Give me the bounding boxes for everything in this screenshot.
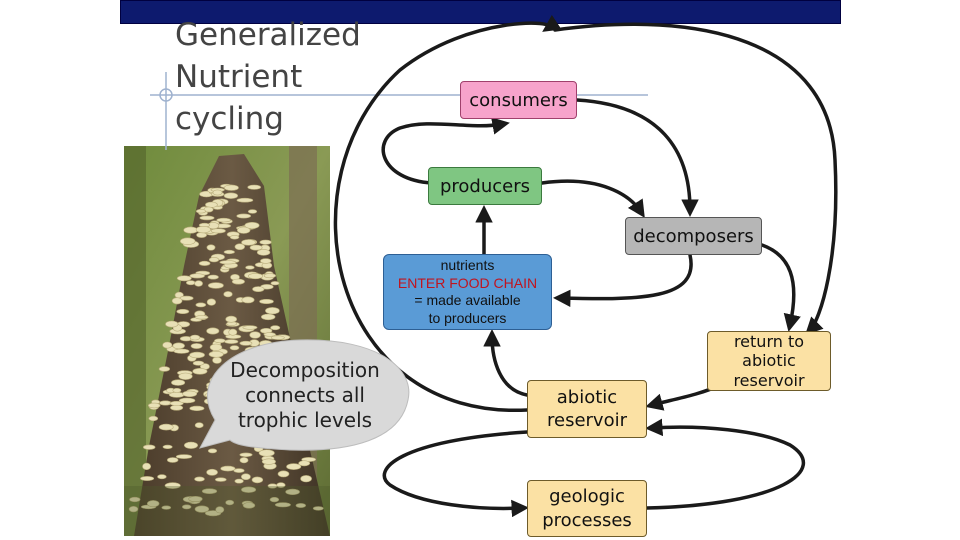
title-line-3: cycling <box>175 101 284 138</box>
decomposers-box: decomposers <box>625 217 762 255</box>
callout-line-3: trophic levels <box>237 407 373 432</box>
title-line-2: Nutrient <box>175 59 303 96</box>
nutrients-box <box>383 254 552 330</box>
decomposition-callout <box>200 339 410 451</box>
title-line-1: Generalized <box>175 17 361 53</box>
consumers-box: consumers <box>460 81 577 119</box>
return-line-2: abiotic <box>742 351 796 371</box>
return-to-reservoir-box <box>707 331 831 391</box>
callout-line-1: Decomposition <box>230 357 380 382</box>
abiotic-line-1: abiotic <box>556 386 618 408</box>
geologic-processes-box <box>527 480 647 537</box>
return-line-3: reservoir <box>733 370 805 390</box>
return-line-1: return to <box>733 332 805 352</box>
abiotic-line-2: reservoir <box>547 410 627 431</box>
geologic-line-1: geologic <box>549 486 625 508</box>
geologic-line-2: processes <box>542 509 632 531</box>
callout-line-2: connects all <box>245 382 365 407</box>
abiotic-reservoir-box <box>527 380 647 438</box>
producers-box: producers <box>428 167 542 205</box>
nutrients-line-4: to producers <box>428 309 507 326</box>
nutrients-line-2: ENTER FOOD CHAIN <box>397 274 538 291</box>
nutrients-line-3: = made available <box>414 292 521 308</box>
nutrients-line-1: nutrients <box>440 257 495 273</box>
